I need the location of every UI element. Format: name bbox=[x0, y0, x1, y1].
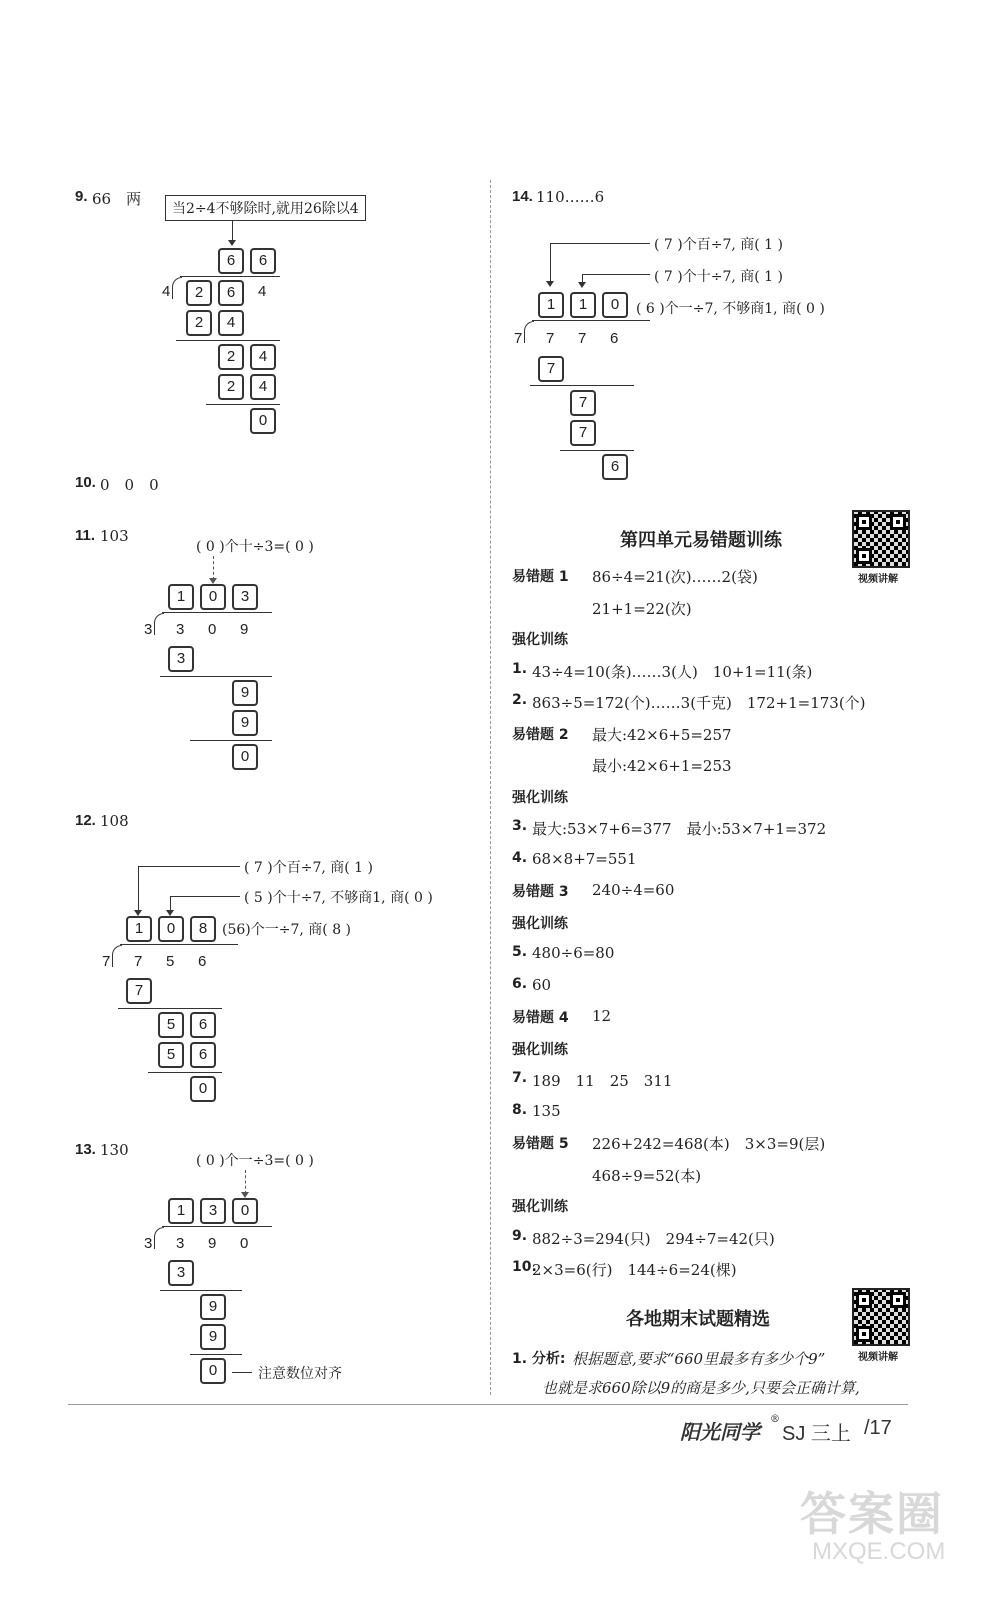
unit4-line-label: 易错题 3 bbox=[512, 884, 569, 900]
q12-sub-line bbox=[118, 1008, 222, 1009]
unit4-line-text: 86÷4=21(次)……2(袋) bbox=[592, 568, 758, 586]
q14-sub-line bbox=[560, 450, 634, 451]
q11-step-digit: 9 bbox=[232, 680, 258, 706]
unit4-line-text: 68×8+7=551 bbox=[532, 850, 637, 868]
q12-dividend-digit: 6 bbox=[198, 953, 207, 970]
unit4-line-text: 60 bbox=[532, 976, 552, 994]
q12-number: 12. bbox=[75, 812, 96, 829]
unit4-line-text: 2×3=6(行) 144÷6=24(棵) bbox=[532, 1261, 737, 1279]
final-p1-text: 根据题意,要求“660里最多有多少个9” bbox=[572, 1350, 826, 1368]
registered-mark: ® bbox=[770, 1414, 780, 1425]
unit4-line-text: 最大:42×6+5=257 bbox=[592, 726, 732, 744]
q12-quot-digit: 0 bbox=[158, 916, 184, 942]
q14-guide-arrow bbox=[550, 243, 551, 283]
brand-logo: 阳光同学 bbox=[680, 1420, 760, 1444]
q11-step-digit: 9 bbox=[232, 710, 258, 736]
q12-remainder: 0 bbox=[190, 1076, 216, 1102]
unit4-line-label: 易错题 4 bbox=[512, 1010, 569, 1026]
unit4-line-label: 9. bbox=[512, 1228, 528, 1244]
q14-divisor: 7 bbox=[514, 330, 523, 347]
q11-sub-line bbox=[160, 676, 272, 677]
qr-caption: 视频讲解 bbox=[858, 574, 898, 585]
q13-sub-line bbox=[160, 1290, 242, 1291]
q14-bracket bbox=[524, 321, 534, 343]
final-title: 各地期末试题精选 bbox=[626, 1309, 770, 1330]
unit4-line-label: 8. bbox=[512, 1102, 528, 1118]
q9-sub-line bbox=[176, 340, 280, 341]
unit4-title: 第四单元易错题训练 bbox=[620, 530, 782, 551]
q12-note-ones: (56)个一÷7, 商( 8 ) bbox=[222, 922, 352, 938]
q9-callout-arrow bbox=[232, 220, 233, 242]
q11-dividend-digit: 0 bbox=[208, 621, 217, 638]
unit4-line-text: 最小:42×6+1=253 bbox=[592, 757, 732, 775]
unit4-line-label: 6. bbox=[512, 976, 528, 992]
unit4-line-label: 强化训练 bbox=[512, 1199, 568, 1215]
q12-quot-digit: 1 bbox=[126, 916, 152, 942]
q9-step-digit: 2 bbox=[218, 344, 244, 370]
unit4-line-label: 易错题 1 bbox=[512, 569, 569, 585]
q9-dividend-digit: 2 bbox=[186, 280, 212, 306]
q10-number: 10. bbox=[75, 474, 96, 491]
q9-divisor: 4 bbox=[162, 283, 171, 300]
q14-dividend-digit: 7 bbox=[546, 330, 555, 347]
unit4-line-label: 2. bbox=[512, 692, 528, 708]
q12-dividend-digit: 7 bbox=[134, 953, 143, 970]
qr-code-icon[interactable] bbox=[852, 510, 910, 568]
unit4-line-label: 易错题 5 bbox=[512, 1136, 569, 1152]
q9-step-digit: 4 bbox=[250, 374, 276, 400]
q14-guide-line bbox=[582, 274, 650, 275]
q9-sub-line bbox=[206, 404, 280, 405]
unit4-line-text: 882÷3=294(只) 294÷7=42(只) bbox=[532, 1230, 775, 1248]
q12-guide-arrow bbox=[170, 896, 171, 912]
q13-note-arrow bbox=[245, 1170, 246, 1194]
q14-note-hundreds: ( 7 )个百÷7, 商( 1 ) bbox=[654, 237, 784, 253]
q9-quot-digit: 6 bbox=[250, 248, 276, 274]
q14-dividend-digit: 6 bbox=[610, 330, 619, 347]
q12-note-hundreds: ( 7 )个百÷7, 商( 1 ) bbox=[244, 860, 374, 876]
q13-quot-digit: 3 bbox=[200, 1198, 226, 1224]
q11-quot-digit: 3 bbox=[232, 584, 258, 610]
unit4-line-label: 7. bbox=[512, 1070, 528, 1086]
q11-note-arrow bbox=[213, 556, 214, 580]
q11-dividend-digit: 9 bbox=[240, 621, 249, 638]
q12-quot-digit: 8 bbox=[190, 916, 216, 942]
page-number: /17 bbox=[864, 1417, 892, 1439]
q14-quot-digit: 1 bbox=[538, 292, 564, 318]
q13-divisor: 3 bbox=[144, 1235, 153, 1252]
q12-step-digit: 5 bbox=[158, 1012, 184, 1038]
q13-dividend-digit: 0 bbox=[240, 1235, 249, 1252]
q9-answer: 66 两 bbox=[92, 190, 142, 208]
q13-bracket bbox=[154, 1227, 164, 1249]
q9-quot-digit: 6 bbox=[218, 248, 244, 274]
q14-division-bar bbox=[532, 320, 650, 321]
unit4-line-text: 12 bbox=[592, 1007, 612, 1025]
q9-remainder: 0 bbox=[250, 408, 276, 434]
q13-dividend-digit: 3 bbox=[176, 1235, 185, 1252]
final-p1-label: 1. 分析: bbox=[512, 1351, 566, 1367]
qr-code-icon[interactable] bbox=[852, 1288, 910, 1346]
q9-step-digit: 4 bbox=[218, 310, 244, 336]
unit4-line-label: 强化训练 bbox=[512, 1042, 568, 1058]
unit4-line-text: 863÷5=172(个)……3(千克) 172+1=173(个) bbox=[532, 694, 866, 712]
q9-step-digit: 2 bbox=[218, 374, 244, 400]
q9-bracket bbox=[172, 277, 182, 299]
q13-align-note: 注意数位对齐 bbox=[258, 1366, 342, 1382]
q11-divisor: 3 bbox=[144, 621, 153, 638]
q14-step-digit: 7 bbox=[570, 390, 596, 416]
q11-bracket bbox=[154, 613, 164, 635]
unit4-line-label: 强化训练 bbox=[512, 790, 568, 806]
q11-step-digit: 3 bbox=[168, 646, 194, 672]
watermark-logo: 答案圈 bbox=[800, 1487, 944, 1541]
q11-answer: 103 bbox=[100, 527, 129, 545]
q9-division-bar bbox=[180, 276, 280, 277]
q13-step-digit: 3 bbox=[168, 1260, 194, 1286]
q13-quot-digit: 1 bbox=[168, 1198, 194, 1224]
q12-guide-arrow bbox=[138, 866, 139, 912]
unit4-line-text: 21+1=22(次) bbox=[592, 600, 692, 618]
q13-note: ( 0 )个一÷3=( 0 ) bbox=[196, 1153, 314, 1169]
unit4-line-label: 4. bbox=[512, 850, 528, 866]
q14-number: 14. bbox=[512, 188, 533, 205]
q13-division-bar bbox=[162, 1226, 272, 1227]
q12-step-digit: 5 bbox=[158, 1042, 184, 1068]
unit4-line-label: 10. bbox=[512, 1259, 537, 1275]
q9-dividend-digit: 4 bbox=[258, 283, 267, 300]
q11-quot-digit: 1 bbox=[168, 584, 194, 610]
q13-remainder: 0 bbox=[200, 1358, 226, 1384]
q12-step-digit: 6 bbox=[190, 1012, 216, 1038]
q9-callout: 当2÷4不够除时,就用26除以4 bbox=[165, 195, 366, 221]
q14-note-tens: ( 7 )个十÷7, 商( 1 ) bbox=[654, 269, 784, 285]
unit4-line-text: 480÷6=80 bbox=[532, 944, 615, 962]
q9-dividend-digit: 6 bbox=[218, 280, 244, 306]
q11-remainder: 0 bbox=[232, 744, 258, 770]
q12-bracket bbox=[112, 945, 122, 967]
unit4-line-text: 226+242=468(本) 3×3=9(层) bbox=[592, 1135, 826, 1153]
q14-sub-line bbox=[530, 385, 634, 386]
q14-remainder: 6 bbox=[602, 454, 628, 480]
footer-rule bbox=[68, 1404, 908, 1405]
q14-guide-arrow bbox=[582, 274, 583, 284]
q9-step-digit: 4 bbox=[250, 344, 276, 370]
q11-division-bar bbox=[162, 612, 272, 613]
unit4-line-text: 240÷4=60 bbox=[592, 881, 675, 899]
q12-step-digit: 6 bbox=[190, 1042, 216, 1068]
q12-step-digit: 7 bbox=[126, 978, 152, 1004]
q12-dividend-digit: 5 bbox=[166, 953, 175, 970]
qr-caption: 视频讲解 bbox=[858, 1352, 898, 1363]
q11-sub-line bbox=[190, 740, 272, 741]
q12-note-tens: ( 5 )个十÷7, 不够商1, 商( 0 ) bbox=[244, 890, 433, 906]
unit4-line-text: 最大:53×7+6=377 最小:53×7+1=372 bbox=[532, 820, 827, 838]
q14-step-digit: 7 bbox=[538, 356, 564, 382]
q13-sub-line bbox=[190, 1354, 242, 1355]
watermark-url: MXQE.COM bbox=[812, 1538, 946, 1565]
q13-dividend-digit: 9 bbox=[208, 1235, 217, 1252]
q10-answer: 0 0 0 bbox=[100, 476, 159, 494]
q13-answer: 130 bbox=[100, 1141, 129, 1159]
q14-quot-digit: 1 bbox=[570, 292, 596, 318]
column-divider bbox=[490, 180, 491, 1395]
q11-number: 11. bbox=[75, 527, 96, 544]
q13-step-digit: 9 bbox=[200, 1294, 226, 1320]
q13-align-arrow bbox=[232, 1372, 252, 1373]
unit4-line-label: 3. bbox=[512, 818, 528, 834]
q14-quot-digit: 0 bbox=[602, 292, 628, 318]
q12-guide-line bbox=[138, 866, 240, 867]
q11-quot-digit: 0 bbox=[200, 584, 226, 610]
q13-quot-digit: 0 bbox=[232, 1198, 258, 1224]
q12-guide-line bbox=[170, 896, 240, 897]
unit4-line-label: 5. bbox=[512, 944, 528, 960]
q12-answer: 108 bbox=[100, 812, 129, 830]
final-p2-text: 也就是求660除以9的商是多少,只要会正确计算, bbox=[542, 1379, 860, 1397]
q14-guide-line bbox=[550, 243, 650, 244]
q9-number: 9. bbox=[75, 188, 88, 205]
q13-number: 13. bbox=[75, 1141, 96, 1158]
q9-step-digit: 2 bbox=[186, 310, 212, 336]
unit4-line-label: 强化训练 bbox=[512, 632, 568, 648]
unit4-line-label: 强化训练 bbox=[512, 916, 568, 932]
q14-answer: 110……6 bbox=[536, 188, 605, 206]
q12-divisor: 7 bbox=[102, 953, 111, 970]
unit4-line-text: 135 bbox=[532, 1102, 561, 1120]
q11-note: ( 0 )个十÷3=( 0 ) bbox=[196, 539, 314, 555]
unit4-line-text: 468÷9=52(本) bbox=[592, 1167, 702, 1185]
q14-note-ones: ( 6 )个一÷7, 不够商1, 商( 0 ) bbox=[636, 301, 825, 317]
unit4-line-text: 189 11 25 311 bbox=[532, 1072, 673, 1090]
q12-sub-line bbox=[148, 1072, 222, 1073]
q14-step-digit: 7 bbox=[570, 420, 596, 446]
unit4-line-label: 易错题 2 bbox=[512, 727, 569, 743]
unit4-line-label: 1. bbox=[512, 661, 528, 677]
q12-division-bar bbox=[120, 944, 238, 945]
edition-label: SJ 三上 bbox=[782, 1423, 851, 1445]
q13-step-digit: 9 bbox=[200, 1324, 226, 1350]
unit4-line-text: 43÷4=10(条)……3(人) 10+1=11(条) bbox=[532, 663, 813, 681]
q11-dividend-digit: 3 bbox=[176, 621, 185, 638]
q14-dividend-digit: 7 bbox=[578, 330, 587, 347]
